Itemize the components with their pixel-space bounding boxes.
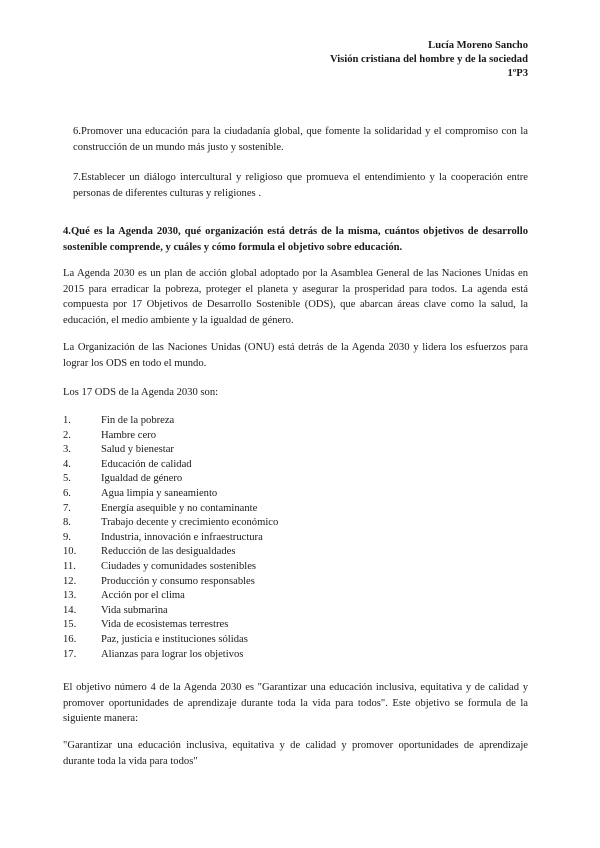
list-item-number: 15.: [63, 619, 77, 631]
list-item: [63, 429, 528, 444]
list-item-number: 3.: [63, 444, 71, 456]
onu-paragraph: La Organización de las Naciones Unidas (ONU) está detrás de la Agenda 2030 y lidera los esfuerzos para lograr los ODS en todo el mundo.: [63, 342, 528, 369]
item-7-paragraph: 7.Establecer un diálogo intercultural y religioso que promueva el entendimiento y la cooperación entre personas de diferentes culturas y religiones .: [73, 172, 528, 199]
list-item: [63, 633, 528, 648]
list-item-number: 5.: [63, 473, 71, 485]
list-item-number: 14.: [63, 604, 77, 616]
list-item-number: 9.: [63, 531, 71, 543]
objetivo-4-quote: "Garantizar una educación inclusiva, equitativa y de calidad y promover oportunidades de aprendizaje durante toda la vida para todos": [63, 740, 528, 767]
list-item-number: 7.: [63, 502, 71, 514]
page-header: [330, 39, 528, 81]
list-item: [63, 487, 528, 502]
list-item-text: Energía asequible y no contaminante: [101, 502, 258, 514]
list-item: [63, 516, 528, 531]
list-item-text: Acción por el clima: [101, 590, 185, 602]
list-item-number: 11.: [63, 560, 76, 572]
list-item-text: Igualdad de género: [101, 473, 183, 485]
list-item-number: 8.: [63, 517, 71, 529]
list-item: [63, 545, 528, 560]
list-item: [63, 560, 528, 575]
list-intro: Los 17 ODS de la Agenda 2030 son:: [63, 387, 219, 398]
author-name: Lucía Moreno Sancho: [428, 40, 528, 51]
list-item: [63, 618, 528, 633]
list-item-text: Fin de la pobreza: [101, 415, 175, 426]
list-item-text: Agua limpia y saneamiento: [101, 487, 218, 499]
list-item-text: Vida submarina: [101, 604, 168, 616]
list-item: [63, 458, 528, 473]
list-item-text: Vida de ecosistemas terrestres: [101, 619, 229, 631]
list-item-number: 12.: [63, 575, 77, 587]
list-item: [63, 575, 528, 590]
list-item-text: Reducción de las desigualdades: [101, 546, 236, 558]
list-item-number: 17.: [63, 648, 77, 660]
list-item-number: 13.: [63, 590, 77, 602]
list-item: [63, 531, 528, 546]
subject-title: Visión cristiana del hombre y de la sociedad: [329, 54, 528, 65]
list-item-number: 10.: [63, 546, 77, 558]
list-item-text: Trabajo decente y crecimiento económico: [101, 517, 279, 529]
list-item: [63, 472, 528, 487]
list-item-number: 4.: [63, 458, 71, 470]
list-item-number: 2.: [63, 429, 71, 441]
question-4-heading: 4.Qué es la Agenda 2030, qué organización está detrás de la misma, cuántos objetivos de desarrollo sostenible comprende, y cuáles y cómo formula el objetivo sobre educación.: [63, 226, 528, 253]
list-item-text: Salud y bienestar: [101, 444, 174, 456]
list-item-number: 6.: [63, 487, 71, 499]
course-label: 1ºP3: [507, 68, 528, 79]
list-item-text: Producción y consumo responsables: [101, 575, 255, 587]
list-item: [63, 443, 528, 458]
objetivo-4-paragraph: El objetivo número 4 de la Agenda 2030 es "Garantizar una educación inclusiva, equitativa y de calidad y promover oportunidades de aprendizaje durante toda la vida para todos". Este objetivo se formula de la siguiente manera:: [63, 682, 528, 724]
agenda-paragraph: La Agenda 2030 es un plan de acción global adoptado por la Asamblea General de las Naciones Unidas en 2015 para erradicar la pobreza, proteger el planeta y asegurar la prosperidad para todos. La agenda está compuesta por 17 Objetivos de Desarrollo Sostenible (ODS), que abarcan áreas clave como la salud, la educación, el medio ambiente y la igualdad de género.: [63, 268, 528, 326]
list-item: [63, 604, 528, 619]
list-item-number: 1.: [63, 415, 71, 426]
list-item-text: Industria, innovación e infraestructura: [101, 531, 263, 543]
list-item: [63, 589, 528, 604]
list-item-number: 16.: [63, 633, 77, 645]
list-item-text: Paz, justicia e instituciones sólidas: [101, 633, 248, 645]
list-item: [63, 648, 528, 663]
list-item: [63, 502, 528, 517]
list-item-text: Ciudades y comunidades sostenibles: [101, 560, 257, 572]
list-item-text: Educación de calidad: [101, 458, 192, 470]
item-6-paragraph: 6.Promover una educación para la ciudadanía global, que fomente la solidaridad y el compromiso con la construcción de un mundo más justo y sostenible.: [73, 126, 528, 153]
list-item-text: Alianzas para lograr los objetivos: [101, 648, 244, 660]
list-item: [63, 414, 528, 429]
ods-list: [63, 414, 528, 662]
list-item-text: Hambre cero: [101, 429, 156, 441]
